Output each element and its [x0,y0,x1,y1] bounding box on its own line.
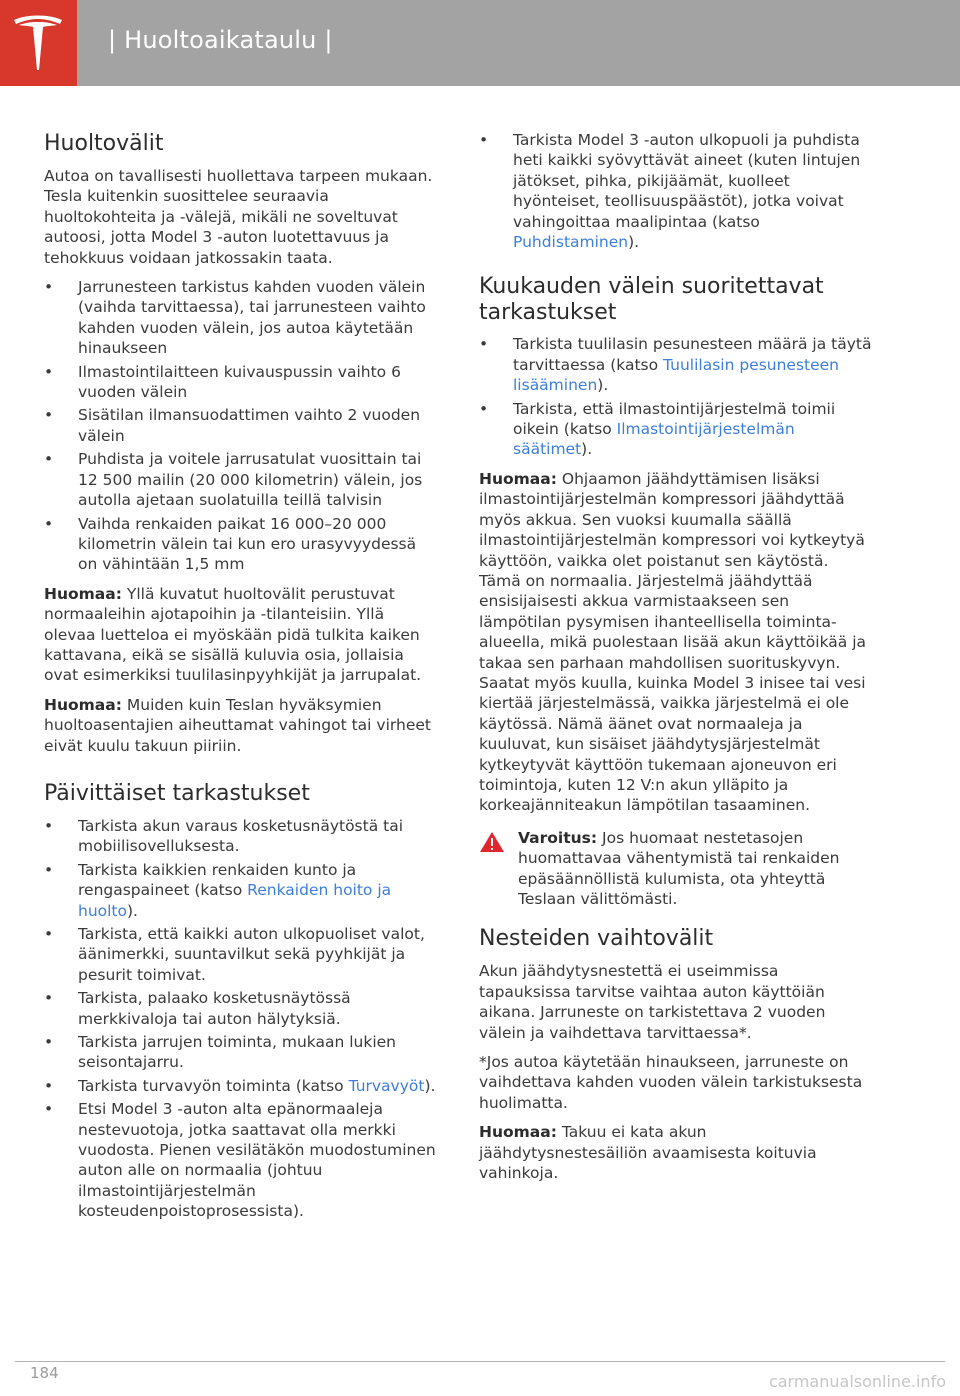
warning-label: Varoitus: [518,828,598,847]
list-item: • Jarrunesteen tarkistus kahden vuoden välein (vaihda tarvittaessa), tai jarrunesteen vaihto kahden vuoden välein, jos autoa käytetään hinaukseen [44,277,436,359]
list-item: • Tarkista, palaako kosketusnäytössä merkkivaloja tai auton hälytyksiä. [44,988,436,1029]
fluid-intervals-heading: Nesteiden vaihtovälit [479,926,714,952]
note-label: Huomaa: [44,584,122,603]
warning-box [479,828,875,910]
tesla-logo [0,0,77,86]
list-item-text: Tarkista, että ilmastointijärjestelmä toimii oikein (katso [513,399,836,439]
list-item-text: ). [628,233,640,252]
list-item: • Tarkista jarrujen toiminta, mukaan lukien seisontajarru. [44,1032,436,1073]
link-washer-fluid[interactable]: Tuulilasin pesunesteen lisääminen [513,355,840,395]
list-item: • Puhdista ja voitele jarrusatulat vuosittain tai 12 500 mailin (20 000 kilometrin) välein, jos autolla ajetaan suolatuilla teillä talvisin [44,449,436,510]
service-intervals-list [44,277,436,575]
list-item-text: ). [597,376,609,395]
intro-paragraph: Autoa on tavallisesti huollettava tarpeen mukaan. Tesla kuitenkin suosittelee seuraavia huoltokohteita ja -välejä, mikäli ne soveltuvat autoosi, jotta Model 3 -auton luotettavuus ja tehokkuus voidaan jatkossakin taata. [44,167,433,267]
link-cleaning[interactable]: Puhdistaminen [513,233,629,252]
list-item [479,130,875,252]
monthly-checks-list [479,334,875,459]
warning-body: Jos huomaat nestetasojen huomattavaa vähentymistä tai renkaiden epäsäännöllistä kulumista, ota yhteyttä Teslaan välittömästi. [518,828,840,908]
link-climate-controls[interactable]: Ilmastointijärjestelmän säätimet [513,420,795,459]
tesla-logo-icon [11,14,65,72]
list-item: • Vaihda renkaiden paikat 16 000–20 000 kilometrin välein tai kun ero urasyvyydessä on vähintään 1,5 mm [44,514,436,575]
note-text: Takuu ei kata akun jäähdytysnestesäiliön avaamisesta koituvia vahinkoja. [479,1123,817,1183]
daily-checks-list [44,816,436,1222]
page-number: 184 [30,1364,59,1382]
list-item-text: ). [581,440,593,459]
left-column [44,130,436,1231]
list-item: • Sisätilan ilmansuodattimen vaihto 2 vuoden välein [44,405,436,446]
note-label: Huomaa: [44,695,122,714]
list-item-text: Tarkista Model 3 -auton ulkopuoli ja puhdista heti kaikki syövyttävät aineet (kuten lintujen jätökset, pihka, pikijäämät, kuolleet hyönteiset, teollisuuspäästöt), jotka voivat vahingoittaa maalipintaa (katso [513,131,861,231]
note-cooling [479,469,875,816]
list-item [44,860,436,921]
monthly-checks-heading: Kuukauden välein suoritettavat tarkastukset [479,274,824,326]
list-item: • Tarkista, että kaikki auton ulkopuoliset valot, äänimerkki, suuntavilkut sekä pyyhkijät ja pesurit toimivat. [44,924,436,985]
list-item-text: ). [424,1076,436,1095]
list-item-text: Tarkista tuulilasin pesunesteen määrä ja täytä tarvittaessa (katso [513,335,872,374]
fluids-paragraph: Akun jäähdytysnestettä ei useimmissa tapauksissa tarvitse vaihtaa auton käyttöiän aikana. Jarruneste on tarkistettava 2 vuoden välein ja vaihdettava tarvittaessa*. [479,962,826,1042]
note-text: Yllä kuvatut huoltovälit perustuvat normaaleihin ajotapoihin ja -tilanteisiin. Yllä olevaa luetteloa ei myöskään pidä tulkita kaiken kattavana, eikä se sisällä kuluvia osia, jollaisia ovat esimerkiksi tuulilasinpyyhkijät ja jarrupalat. [44,584,422,685]
daily-checks-list-continued [479,130,875,252]
list-item-text: Tarkista kaikkien renkaiden kunto ja rengaspaineet (katso [78,860,357,900]
note-label: Huomaa: [479,1123,557,1142]
list-item-text: Tarkista turvavyön toiminta (katso [78,1076,349,1095]
note-label: Huomaa: [479,469,557,488]
link-tire-care[interactable]: Renkaiden hoito ja huolto [78,881,392,920]
list-item [479,399,875,460]
fluids-footnote: *Jos autoa käytetään hinaukseen, jarruneste on vaihdettava kahden vuoden välein tarkistuksesta huolimatta. [479,1053,863,1112]
daily-checks-heading: Päivittäiset tarkastukset [44,780,310,806]
page-title: | Huoltoaikataulu | [108,26,333,54]
service-intervals-heading: Huoltovälit [44,131,164,156]
page-header [0,0,960,86]
list-item: • Etsi Model 3 -auton alta epänormaaleja nestevuotoja, jotka saattavat olla merkki vuodosta. Pienen vesilätäkön muodostuminen auton alle on normaalia (johtuu ilmastointijärjestelmän kosteudenpoistoprosessista). [44,1099,436,1221]
note-text: Muiden kuin Teslan hyväksymien huoltoasentajien aiheuttamat vahingot tai virheet eivät kuulu takuun piiriin. [44,695,431,755]
warning-icon [479,831,505,853]
link-seat-belts[interactable]: Turvavyöt [348,1076,425,1095]
warning-text [518,828,875,910]
note-text: Ohjaamon jäähdyttämisen lisäksi ilmastointijärjestelmän kompressori jäähdyttää myös akkua. Sen vuoksi kuumalla säällä ilmastointijärjestelmän kompressori voi kytkeytyä käyttöön, vaikka olet poistanut sen käytöstä. Tämä on normaalia. Järjestelmä jäähdyttää ensisijaisesti akkua varmistaakseen sen lämpötilan pysymisen ihanteellisella toiminta-alueella, mikä puolestaan lisää akun käyttöikää ja takaa sen parhaan mahdollisen suorituskyvyn. Saatat myös kuulla, kuinka Model 3 inisee tai vesi kiertää järjestelmässä, vaikka järjestelmä ei ole käytössä. Nämä äänet ovat normaaleja ja kuuluvat, kun sisäiset jäähdytysjärjestelmät kytkeytyvät käyttöön tukemaan ajoneuvon eri toimintoja, kuten 12 V:n akun ylläpito ja korkeajänniteakun lämpötilan tasaaminen. [479,469,867,815]
list-item [44,1076,436,1096]
list-item [479,334,875,395]
note-coolant [479,1122,875,1183]
list-item: • Tarkista akun varaus kosketusnäytöstä tai mobiilisovelluksesta. [44,816,436,857]
list-item-text: ). [127,901,138,920]
watermark: carmanualsonline.info [768,1372,946,1391]
right-column [479,130,875,1192]
note-warranty [44,695,436,756]
footer-divider [15,1361,945,1362]
note-intervals [44,584,436,686]
list-item: • Ilmastointilaitteen kuivauspussin vaihto 6 vuoden välein [44,362,436,403]
